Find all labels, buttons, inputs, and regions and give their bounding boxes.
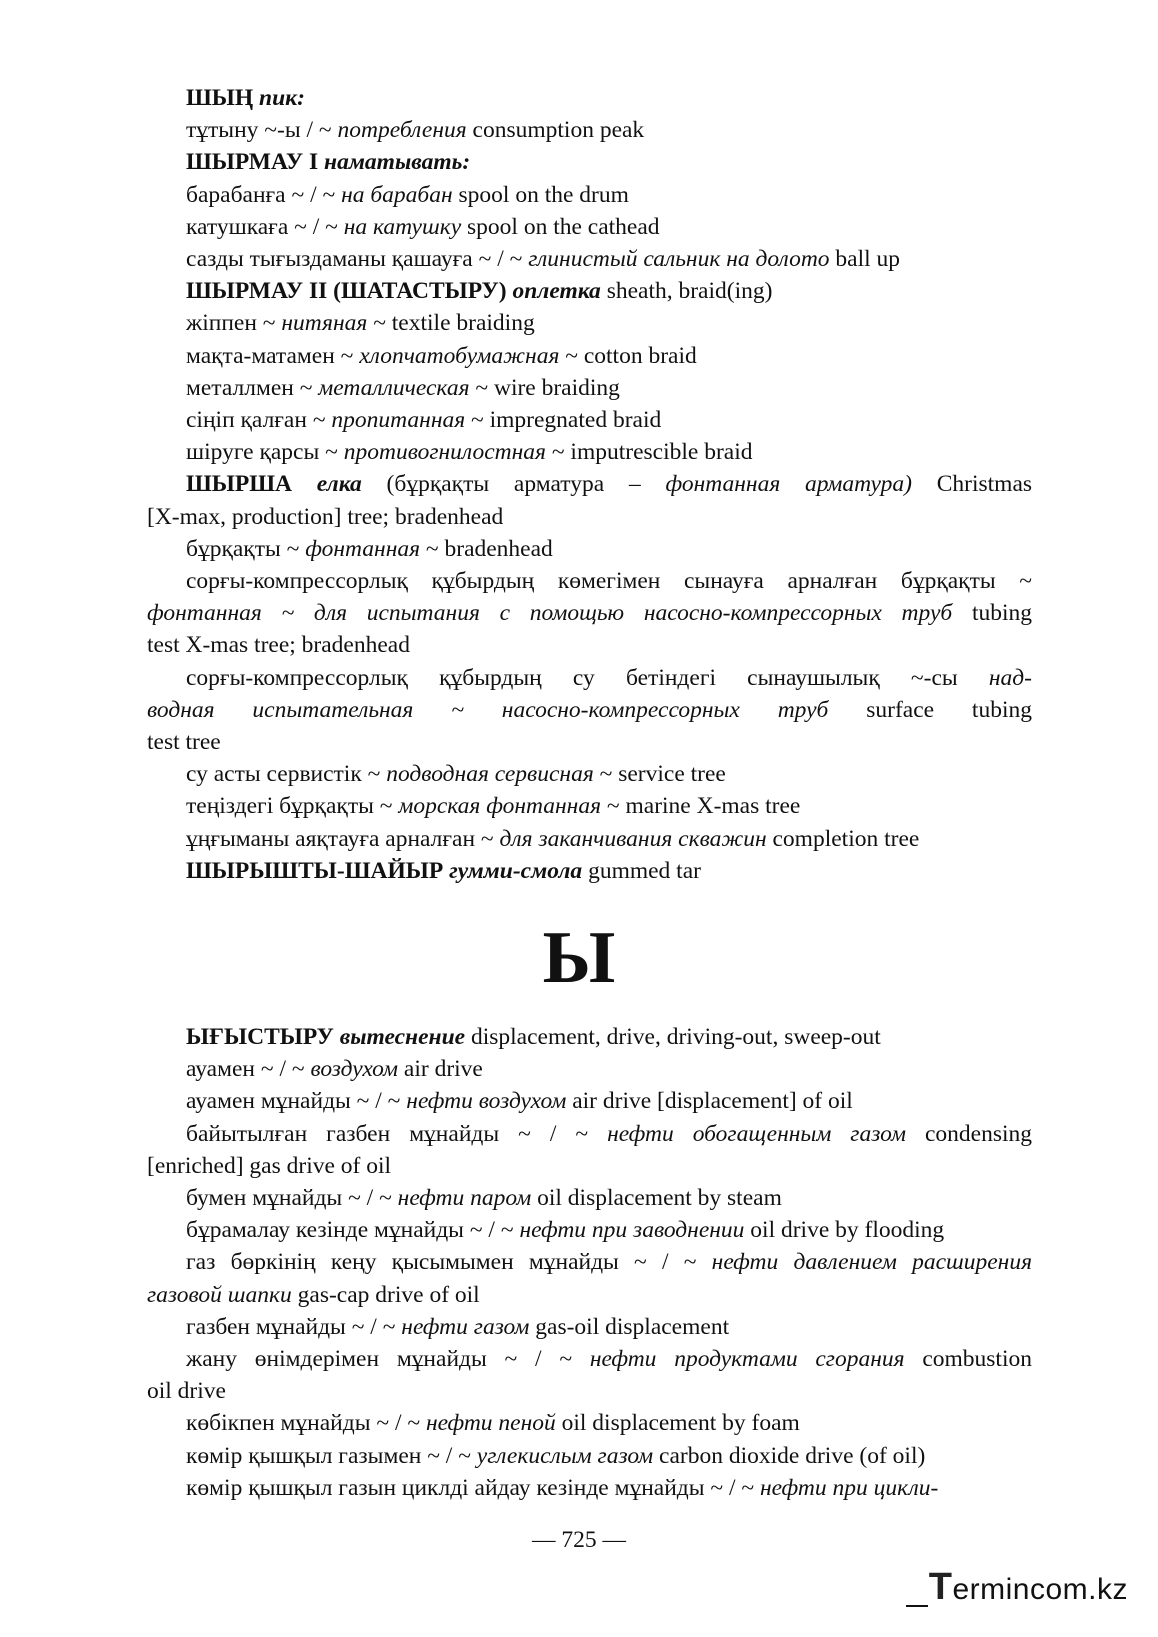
entry-line: көмір қышқыл газымен ~ / ~ углекислым газом carbon dioxide drive (of oil) bbox=[186, 1442, 926, 1469]
entry-line: ауамен мұнайды ~ / ~ нефти воздухом air drive [displacement] of oil bbox=[186, 1088, 853, 1115]
entry-line: теңіздегі бұрқақты ~ морская фонтанная ~ marine X-mas tree bbox=[186, 793, 801, 820]
entry-line: сорғы-компрессорлық құбырдың көмегімен сынауға арналған бұрқақты ~ bbox=[186, 568, 1032, 595]
entry-line: газовой шапки gas-cap drive of oil bbox=[147, 1281, 480, 1308]
entry-line: oil drive bbox=[147, 1378, 226, 1405]
entry-line: ШЫРЫШТЫ-ШАЙЫР гумми-смола gummed tar bbox=[186, 857, 701, 884]
entry-line: бұрқақты ~ фонтанная ~ bradenhead bbox=[186, 535, 553, 562]
entry-line: жіппен ~ нитяная ~ textile braiding bbox=[186, 310, 535, 337]
entry-line: ШЫРМАУ ІІ (ШАТАСТЫРУ) оплетка sheath, braid(ing) bbox=[186, 278, 773, 305]
entry-line: ауамен ~ / ~ воздухом air drive bbox=[186, 1056, 483, 1083]
entry-line: көмір қышқыл газын циклді айдау кезінде мұнайды ~ / ~ нефти при цикли- bbox=[186, 1474, 939, 1501]
entry-line: газбен мұнайды ~ / ~ нефти газом gas-oil displacement bbox=[186, 1313, 730, 1340]
entry-line: ШЫҢ пик: bbox=[186, 85, 305, 111]
entry-line: test X-mas tree; bradenhead bbox=[147, 632, 410, 659]
entry-line: су асты сервистік ~ подводная сервисная ~ service tree bbox=[186, 761, 726, 788]
section-letter-heading: Ы bbox=[542, 917, 616, 999]
entry-line: [X-max, production] tree; bradenhead bbox=[147, 503, 504, 530]
entry-line: шіруге қарсы ~ противогнилостная ~ imputrescible braid bbox=[186, 439, 753, 466]
entry-line: газ бөркінің кеңу қысымымен мұнайды ~ / ~ нефти давлением расширения bbox=[186, 1249, 1032, 1276]
entry-line: фонтанная ~ для испытания с помощью насосно-компрессорных труб tubing bbox=[147, 600, 1033, 627]
entries-section-1 bbox=[147, 82, 1032, 887]
entry-line: мақта-матамен ~ хлопчатобумажная ~ cotton braid bbox=[186, 342, 697, 369]
entry-line: бумен мұнайды ~ / ~ нефти паром oil displacement by steam bbox=[186, 1185, 782, 1212]
entry-line: водная испытательная ~ насосно-компрессорных труб surface tubing bbox=[147, 696, 1032, 723]
entry-line: ШЫРМАУ І наматывать: bbox=[186, 149, 471, 176]
entry-line: көбікпен мұнайды ~ / ~ нефти пеной oil displacement by foam bbox=[186, 1410, 800, 1437]
entry-line: [enriched] gas drive of oil bbox=[147, 1152, 392, 1179]
entry-line: бұрамалау кезінде мұнайды ~ / ~ нефти при заводнении oil drive by flooding bbox=[186, 1217, 945, 1244]
entry-line: жану өнімдерімен мұнайды ~ / ~ нефти продуктами сгорания combustion bbox=[186, 1346, 1032, 1373]
entry-line: барабанға ~ / ~ на барабан spool on the drum bbox=[186, 181, 629, 208]
entry-line: сазды тығыздаманы қашауға ~ / ~ глинистый сальник на долото ball up bbox=[186, 246, 901, 273]
termincom-logo: Termincom.kz bbox=[906, 1566, 1128, 1609]
entry-line: сорғы-компрессорлық құбырдың су бетіндегі сынаушылық ~-сы над- bbox=[186, 664, 1032, 691]
entry-line: сіңіп қалған ~ пропитанная ~ impregnated braid bbox=[186, 407, 662, 434]
entries-section-2 bbox=[147, 1021, 1032, 1504]
entry-line: ұңғыманы аяқтауға арналған ~ для заканчивания скважин completion tree bbox=[186, 825, 920, 852]
entry-line: металлмен ~ металлическая ~ wire braiding bbox=[186, 374, 620, 401]
page-number: — 725 — bbox=[532, 1527, 626, 1553]
entry-line: байытылған газбен мұнайды ~ / ~ нефти обогащенным газом condensing bbox=[186, 1120, 1032, 1147]
logo-bar bbox=[906, 1605, 928, 1607]
entry-line: катушкаға ~ / ~ на катушку spool on the cathead bbox=[186, 213, 660, 240]
entry-line: ЫҒЫСТЫРУ вытеснение displacement, drive, driving-out, sweep-out bbox=[186, 1024, 881, 1050]
entry-line: test tree bbox=[147, 729, 221, 756]
entry-line: тұтыну ~-ы / ~ потребления consumption peak bbox=[186, 117, 645, 144]
entry-line: ШЫРША елка (бұрқақты арматура – фонтанная арматура) Christmas bbox=[186, 471, 1033, 498]
